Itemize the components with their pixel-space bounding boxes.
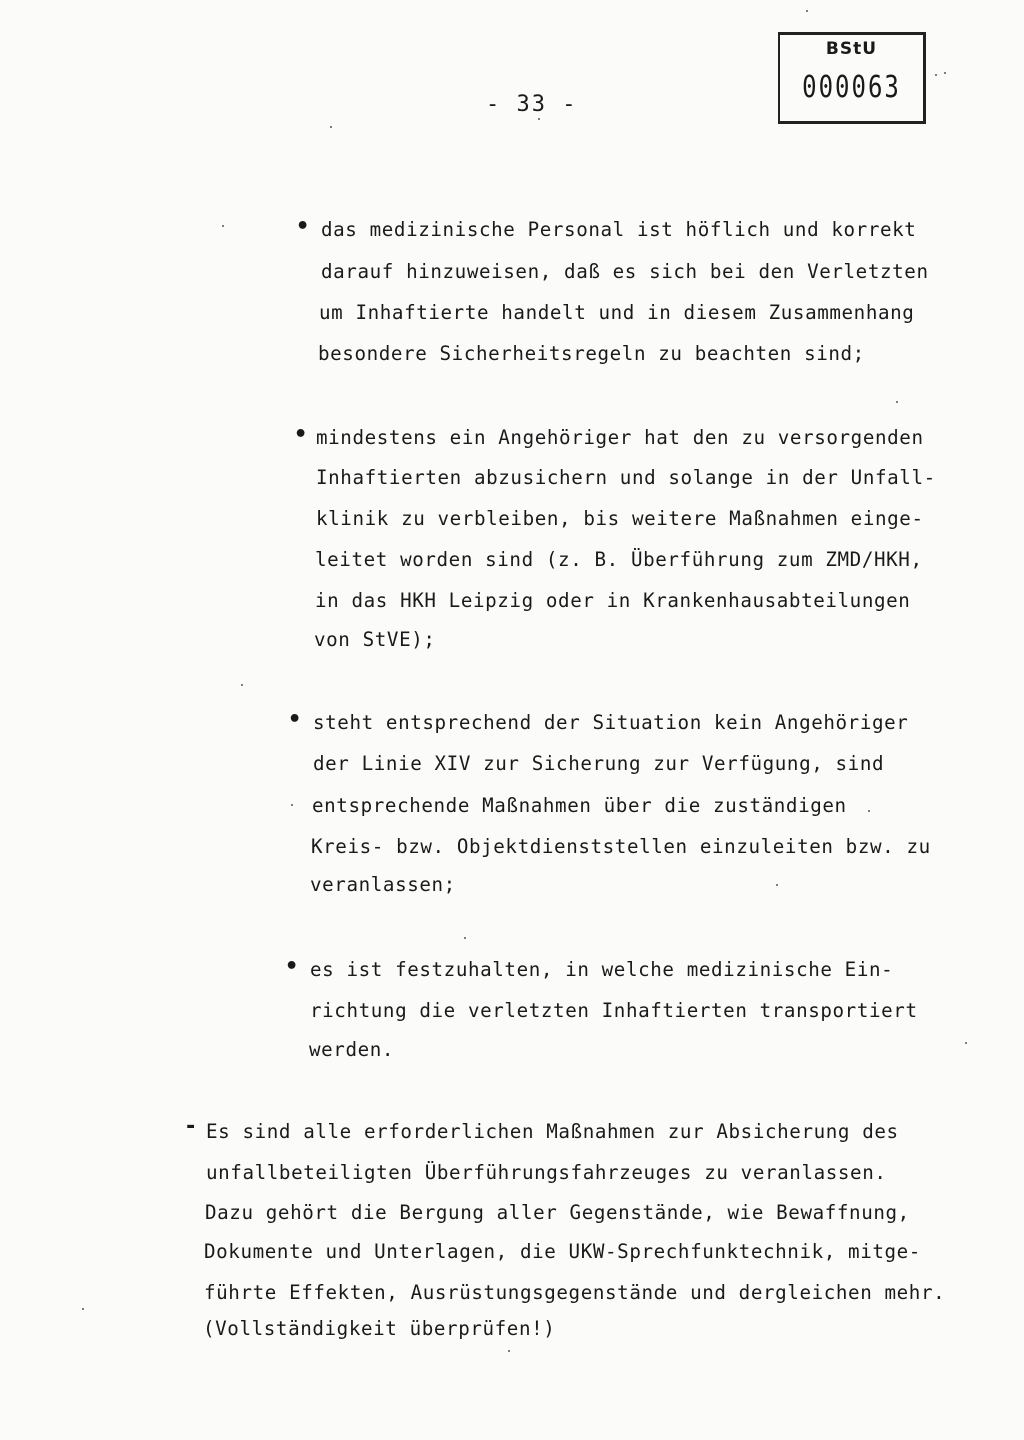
scan-speck bbox=[291, 804, 293, 806]
text-line: Dokumente und Unterlagen, die UKW-Sprechfunktechnik, mitge- bbox=[204, 1240, 921, 1263]
scan-speck bbox=[508, 1350, 510, 1352]
text-line: richtung die verletzten Inhaftierten transportiert bbox=[310, 999, 918, 1022]
text-line: um Inhaftierte handelt und in diesem Zusammenhang bbox=[319, 301, 915, 324]
scan-speck bbox=[330, 126, 332, 128]
text-line: veranlassen; bbox=[310, 873, 456, 896]
text-line: leitet worden sind (z. B. Überführung zum ZMD/HKH, bbox=[315, 548, 923, 571]
text-line: mindestens ein Angehöriger hat den zu versorgenden bbox=[316, 426, 924, 449]
scan-speck bbox=[538, 118, 540, 120]
text-line: Kreis- bzw. Objektdienststellen einzuleiten bzw. zu bbox=[311, 835, 931, 858]
scan-speck bbox=[806, 10, 808, 12]
scan-speck bbox=[241, 684, 243, 686]
text-line: in das HKH Leipzig oder in Krankenhausabteilungen bbox=[315, 589, 911, 612]
bullet-marker: • bbox=[288, 707, 302, 732]
page-number: - 33 - bbox=[486, 92, 578, 117]
text-line: unfallbeteiligten Überführungsfahrzeuges zu veranlassen. bbox=[206, 1161, 887, 1184]
bullet-marker: • bbox=[294, 422, 308, 447]
text-line: (Vollständigkeit überprüfen!) bbox=[203, 1317, 556, 1340]
text-line: entsprechende Maßnahmen über die zuständigen bbox=[312, 794, 847, 817]
dash-marker: - bbox=[184, 1114, 198, 1139]
stamp-label: BStU bbox=[825, 39, 878, 59]
text-line: führte Effekten, Ausrüstungsgegenstände und dergleichen mehr. bbox=[204, 1281, 946, 1304]
text-line: von StVE); bbox=[314, 628, 436, 651]
scan-speck bbox=[868, 810, 870, 812]
archive-stamp bbox=[778, 32, 926, 124]
text-line: werden. bbox=[309, 1038, 395, 1061]
scan-speck bbox=[965, 1042, 967, 1044]
text-line: Dazu gehört die Bergung aller Gegenstände, wie Bewaffnung, bbox=[205, 1201, 910, 1224]
text-line: Inhaftierten abzusichern und solange in der Unfall- bbox=[316, 466, 936, 489]
text-line: das medizinische Personal ist höflich und korrekt bbox=[321, 218, 917, 241]
text-line: steht entsprechend der Situation kein Angehöriger bbox=[313, 711, 909, 734]
scan-speck bbox=[776, 884, 778, 886]
text-line: besondere Sicherheitsregeln zu beachten sind; bbox=[318, 342, 865, 365]
scan-speck bbox=[935, 74, 937, 76]
bullet-marker: • bbox=[285, 954, 299, 979]
scan-speck bbox=[82, 1308, 84, 1310]
text-line: der Linie XIV zur Sicherung zur Verfügung, sind bbox=[313, 752, 885, 775]
stamp-number: 000063 bbox=[802, 69, 901, 105]
text-line: es ist festzuhalten, in welche medizinische Ein- bbox=[310, 958, 894, 981]
text-line: klinik zu verbleiben, bis weitere Maßnahmen einge- bbox=[316, 507, 924, 530]
scan-speck bbox=[896, 401, 898, 403]
text-line: darauf hinzuweisen, daß es sich bei den Verletzten bbox=[321, 260, 929, 283]
scan-speck bbox=[222, 225, 224, 227]
scan-speck bbox=[464, 937, 466, 939]
text-line: Es sind alle erforderlichen Maßnahmen zur Absicherung des bbox=[206, 1120, 899, 1143]
bullet-marker: • bbox=[296, 214, 310, 239]
scan-speck bbox=[944, 72, 946, 74]
